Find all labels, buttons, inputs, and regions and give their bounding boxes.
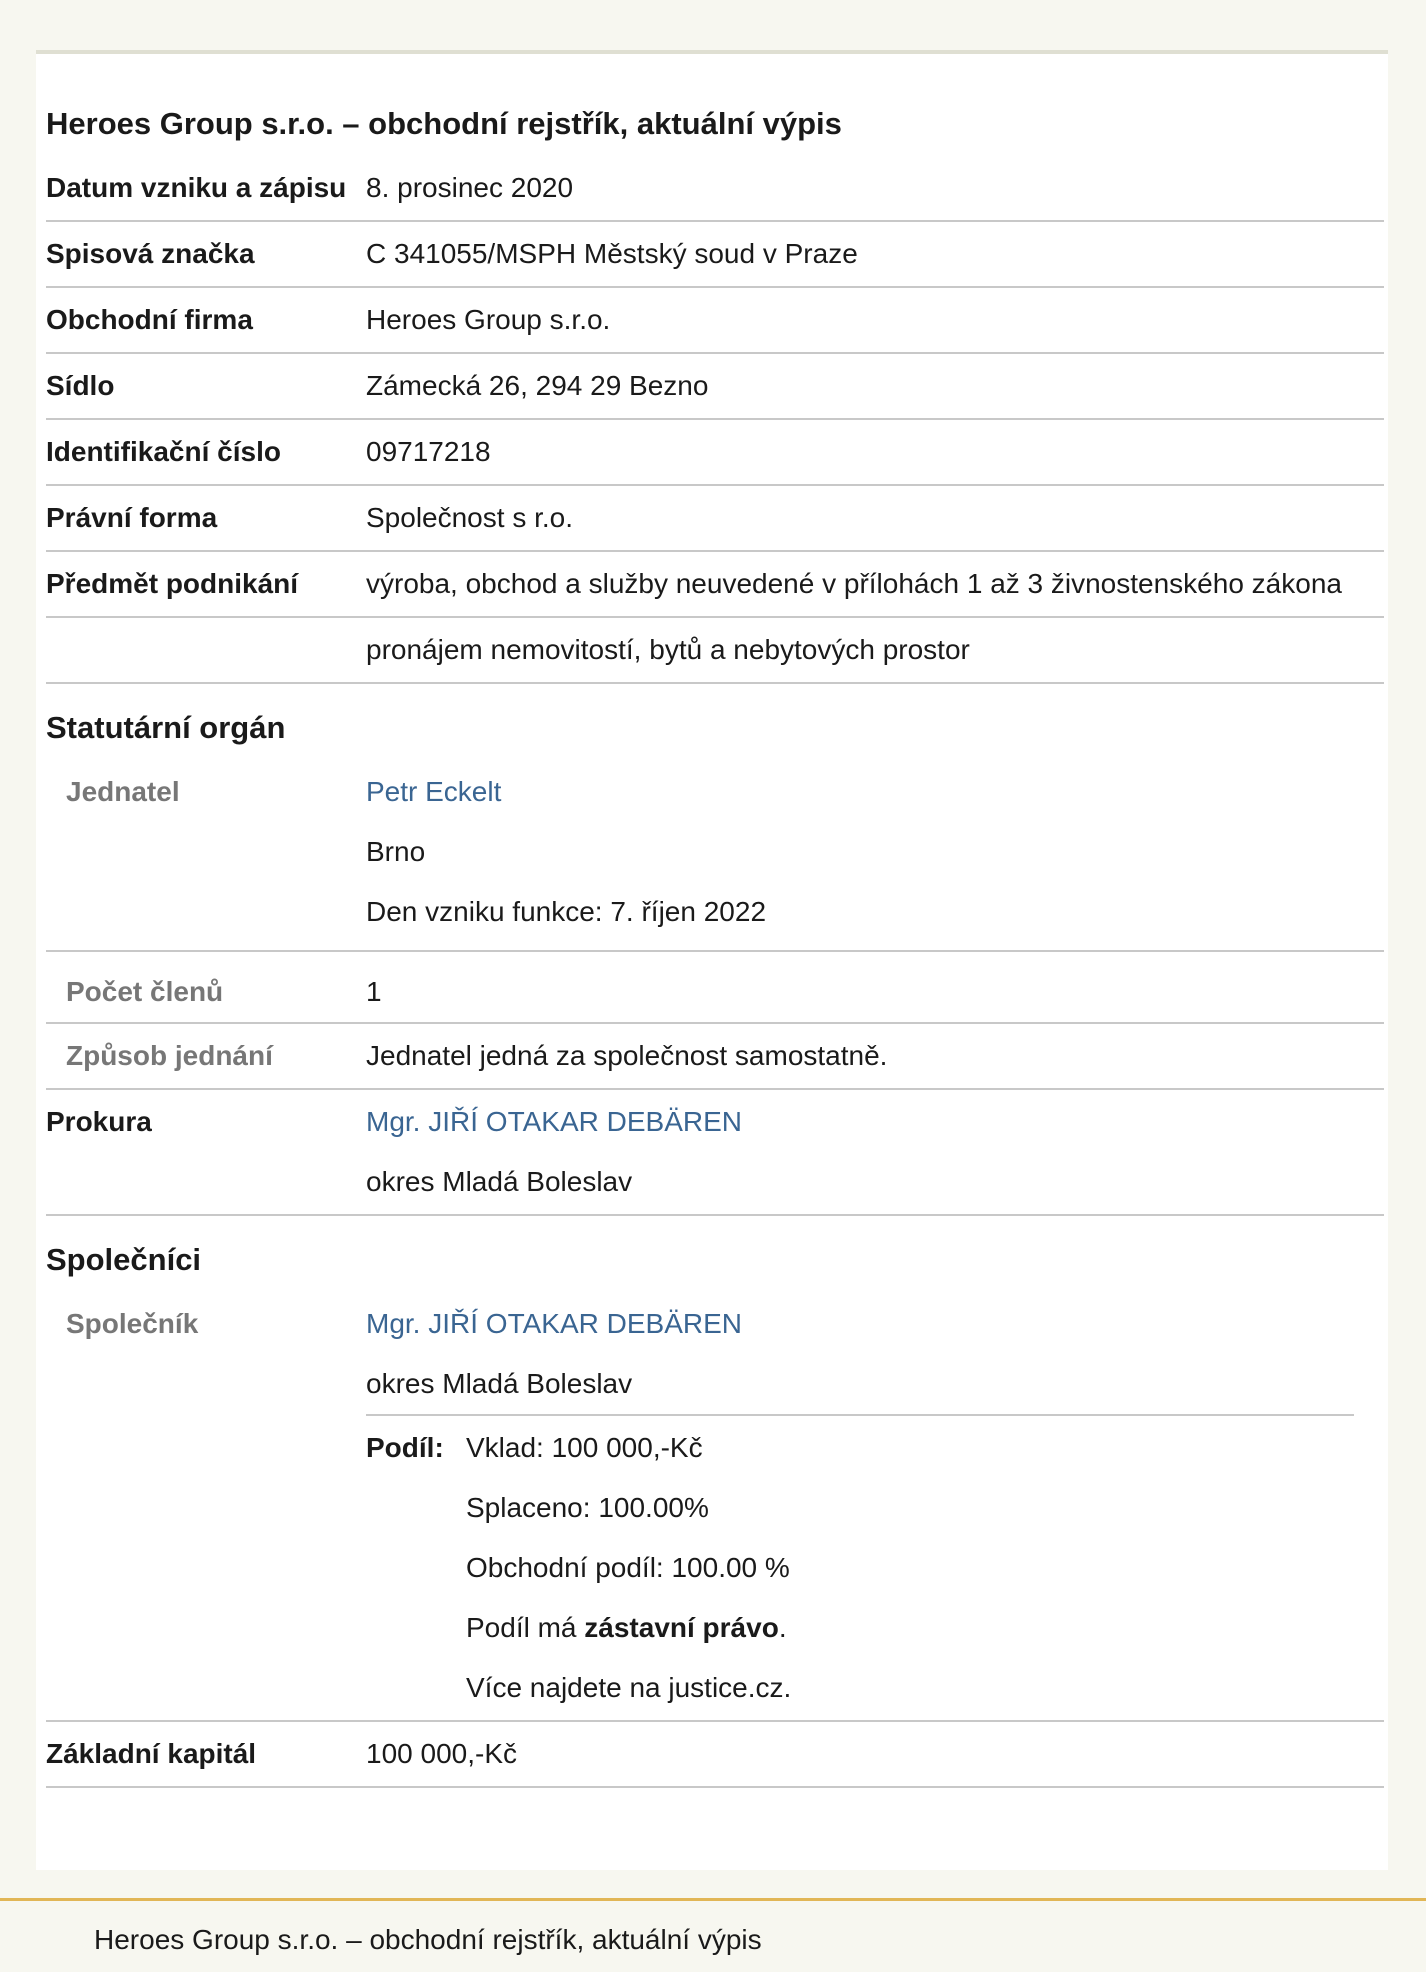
zastava-bold: zástavní právo [584, 1612, 779, 1643]
row-predmet [46, 552, 1384, 618]
podil-vice: Více najdete na justice.cz. [466, 1672, 792, 1703]
pocet-label: Počet členů [66, 976, 224, 1007]
spolecnici-heading: Společníci [46, 1242, 202, 1277]
podil-label: Podíl: [366, 1432, 444, 1463]
ico-label: Identifikační číslo [46, 436, 281, 467]
sidlo-value: Zámecká 26, 294 29 Bezno [366, 370, 709, 401]
kapital-value: 100 000,-Kč [366, 1738, 517, 1769]
zastava-suffix: . [778, 1612, 787, 1643]
registry-table [46, 94, 1384, 1788]
row-datum [46, 156, 1384, 222]
row-kapital [46, 1722, 1384, 1788]
row-predmet-2 [46, 618, 1384, 684]
row-spolecnik [46, 1292, 1384, 1722]
jednatel-since: Den vzniku funkce: 7. říjen 2022 [366, 896, 767, 927]
row-jednatel [46, 760, 1384, 952]
zpusob-value: Jednatel jedná za společnost samostatně. [366, 1040, 888, 1071]
podil-zastava [466, 1598, 791, 1658]
predmet-value-2: pronájem nemovitostí, bytů a nebytových prostor [366, 634, 970, 665]
row-forma [46, 486, 1384, 552]
firma-value: Heroes Group s.r.o. [366, 304, 611, 335]
jednatel-name-link[interactable]: Petr Eckelt [366, 776, 502, 807]
kapital-label: Základní kapitál [46, 1738, 257, 1769]
sidlo-label: Sídlo [46, 370, 115, 401]
forma-label: Právní forma [46, 502, 218, 533]
footer-divider [0, 1898, 1426, 1901]
ico-value: 09717218 [366, 436, 491, 467]
page-title: Heroes Group s.r.o. – obchodní rejstřík, aktuální výpis [46, 106, 842, 141]
zastava-prefix: Podíl má [466, 1612, 585, 1643]
datum-value: 8. prosinec 2020 [366, 172, 574, 203]
prokura-label: Prokura [46, 1106, 152, 1137]
podil-block [366, 1414, 1354, 1718]
jednatel-info [366, 762, 1384, 942]
predmet-label: Předmět podnikání [46, 568, 299, 599]
row-pocet [46, 952, 1384, 1024]
jednatel-city: Brno [366, 836, 426, 867]
row-sidlo [46, 354, 1384, 420]
prokura-place: okres Mladá Boleslav [366, 1166, 633, 1197]
row-prokura [46, 1090, 1384, 1216]
footer-text: Heroes Group s.r.o. – obchodní rejstřík, aktuální výpis [94, 1924, 762, 1955]
row-ico [46, 420, 1384, 486]
podil-vklad: Vklad: 100 000,-Kč [466, 1432, 703, 1463]
pocet-value: 1 [366, 976, 382, 1007]
spolecnik-info [366, 1294, 1384, 1718]
empty-label [46, 620, 366, 680]
prokura-name-link[interactable]: Mgr. JIŘÍ OTAKAR DEBÄREN [366, 1106, 742, 1137]
datum-label: Datum vzniku a zápisu [46, 172, 347, 203]
firma-label: Obchodní firma [46, 304, 253, 335]
prokura-info [366, 1092, 1384, 1212]
spolecnik-label: Společník [66, 1308, 199, 1339]
predmet-value-1: výroba, obchod a služby neuvedené v přílohách 1 až 3 živnostenského zákona [366, 568, 1342, 599]
forma-value: Společnost s r.o. [366, 502, 574, 533]
podil-values [466, 1418, 791, 1718]
registry-panel [36, 54, 1388, 1870]
spisova-value: C 341055/MSPH Městský soud v Praze [366, 238, 858, 269]
spolecnik-place: okres Mladá Boleslav [366, 1368, 633, 1399]
statutarni-heading: Statutární orgán [46, 710, 286, 745]
zpusob-label: Způsob jednání [66, 1040, 273, 1071]
row-spisova [46, 222, 1384, 288]
podil-obchodni: Obchodní podíl: 100.00 % [466, 1552, 790, 1583]
row-firma [46, 288, 1384, 354]
spolecnik-name-link[interactable]: Mgr. JIŘÍ OTAKAR DEBÄREN [366, 1308, 742, 1339]
row-zpusob [46, 1024, 1384, 1090]
spisova-label: Spisová značka [46, 238, 255, 269]
jednatel-label: Jednatel [66, 776, 180, 807]
podil-splaceno: Splaceno: 100.00% [466, 1492, 709, 1523]
